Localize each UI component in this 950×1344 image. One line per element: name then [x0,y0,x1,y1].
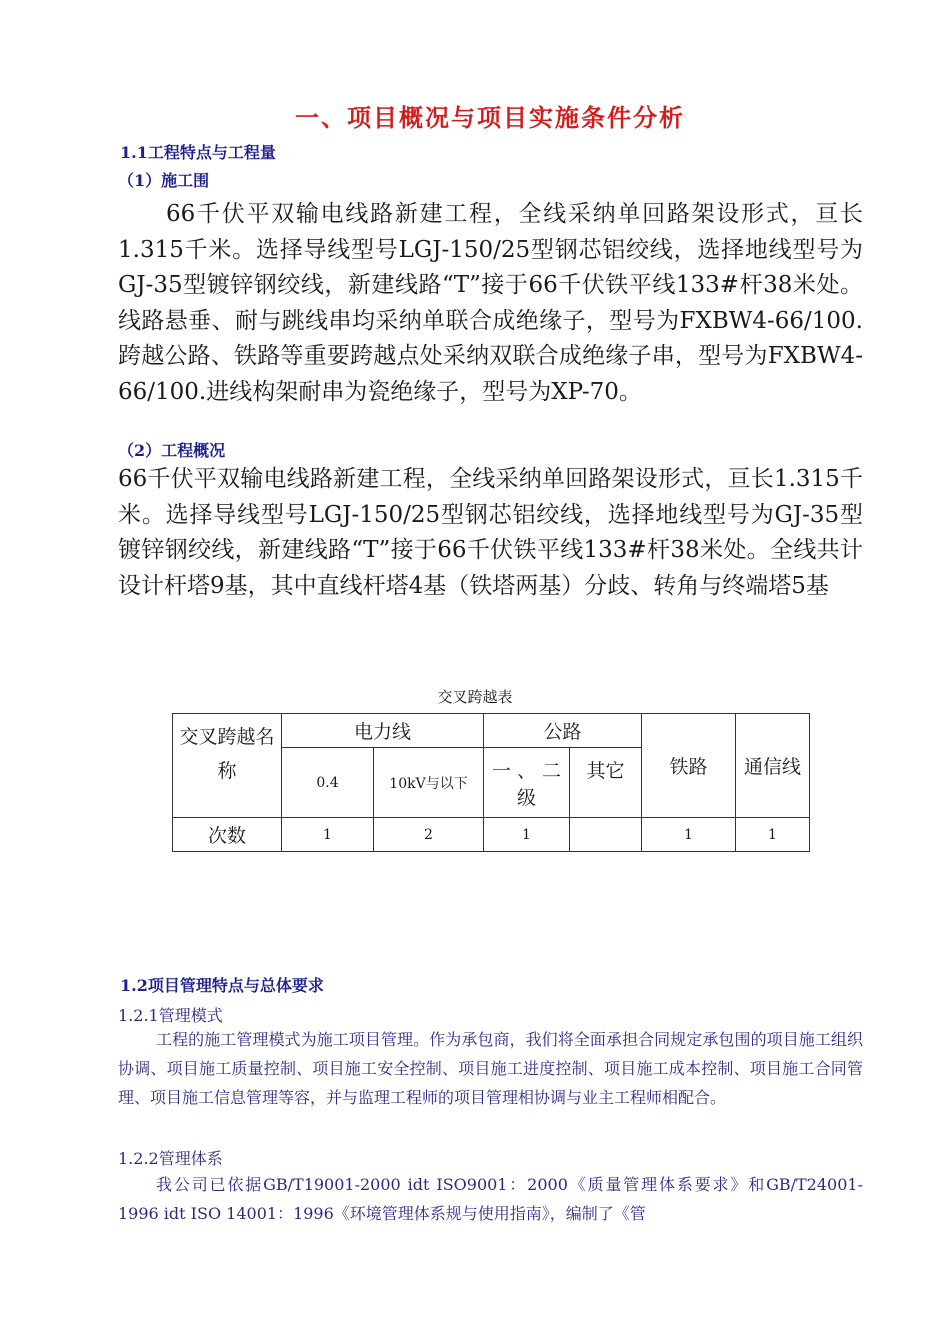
header-road: 公路 [484,714,642,748]
count-communication-line: 1 [736,818,810,852]
count-road-other [570,818,642,852]
count-railway: 1 [642,818,736,852]
crossing-table [172,713,810,852]
header-power-0-4: 0.4 [282,748,374,818]
header-communication-line: 通信线 [736,714,810,818]
section-1-2-2-paragraph: 我公司已依据GB/T19001-2000 idt ISO9001：2000《质量管理体系要求》和GB/T24001-1996 idt ISO 14001：1996《环境管理体系规与使用指南》，编制了《管 [118,1175,863,1223]
table-caption: 交叉跨越表 [437,688,513,706]
section-1-2-1-paragraph: 工程的施工管理模式为施工项目管理。作为承包商，我们将全面承担合同规定承包围的项目施工组织协调、项目施工质量控制、项目施工安全控制、项目施工进度控制、项目施工成本控制、项目施工合同管理、项目施工信息管理等容，并与监理工程师的项目管理相协调与业主工程师相配合。 [118,1030,863,1107]
header-power-10kv: 10kV与以下 [374,748,484,818]
count-power-10kv: 2 [374,818,484,852]
header-road-class-1-2: 一 、 二级 [484,748,570,818]
header-crossing-name: 交叉跨越名称 [173,714,282,818]
header-road-other: 其它 [570,748,642,818]
section-1-2-2-heading: 1.2.2管理体系 [118,1149,223,1168]
section-1-2-1-heading: 1.2.1管理模式 [118,1006,223,1025]
row-label-count: 次数 [173,818,282,852]
section-1-2-heading: 1.2项目管理特点与总体要求 [120,976,324,995]
header-power-line: 电力线 [282,714,484,748]
header-railway: 铁路 [642,714,736,818]
part-2-paragraph: 66千伏平双输电线路新建工程，全线采纳单回路架设形式，亘长1.315千米。选择导线型号LGJ-150/25型钢芯铝绞线，选择地线型号为GJ-35型镀锌钢绞线，新建线路“T”接于66千伏铁平线133#杆38米处。全线共计设计杆塔9基，其中直线杆塔4基（铁塔两基）分歧、转角与终端塔5基 [118,466,863,599]
part-1-heading: （1）施工围 [118,171,210,190]
count-power-0-4: 1 [282,818,374,852]
document-title: 一、项目概况与项目实施条件分析 [295,103,685,132]
section-1-1-heading: 1.1工程特点与工程量 [120,143,276,162]
part-1-paragraph: 66千伏平双输电线路新建工程，全线采纳单回路架设形式，亘长1.315千米。选择导线型号LGJ-150/25型钢芯铝绞线，选择地线型号为GJ-35型镀锌钢绞线，新建线路“T”接于66千伏铁平线133#杆38米处。线路悬垂、耐与跳线串均采纳单联合成绝缘子，型号为FXBW4-66/100.跨越公路、铁路等重要跨越点处采纳双联合成绝缘子串，型号为FXBW4-66/100.进线构架耐串为瓷绝缘子，型号为XP-70。 [118,201,863,405]
part-2-heading: （2）工程概况 [118,441,226,460]
count-road-class-1-2: 1 [484,818,570,852]
